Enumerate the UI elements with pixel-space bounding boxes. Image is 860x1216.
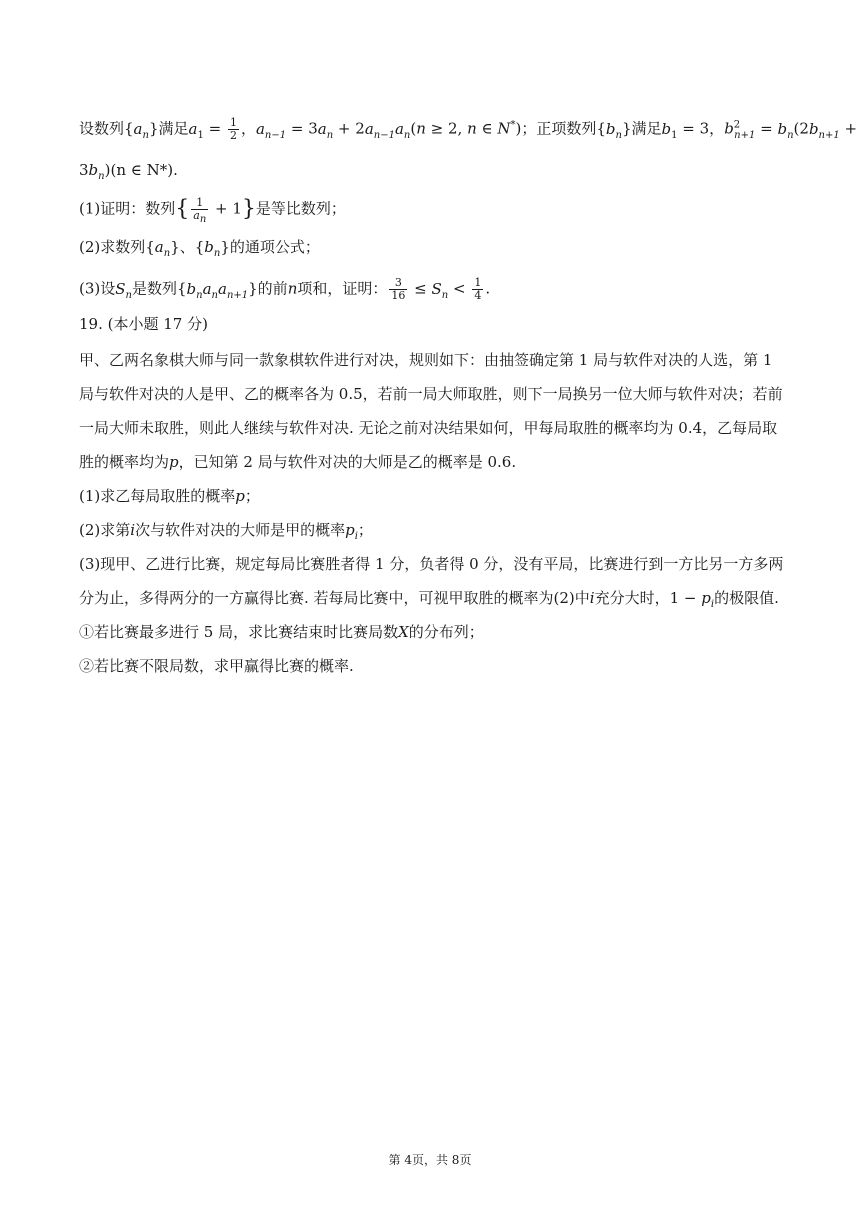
problem18-part1: (1)证明：数列{ $\frac{1}{a_n}$ + 1}是等比数列；	[79, 196, 346, 226]
problem19-header: 19. (本小题 17 分)	[79, 315, 208, 333]
problem18-line2: $3b_n)(n$ ∈ N*).	[79, 161, 178, 182]
problem18-line1: 设数列$\{a_n\}$满足$a_1$ = $\frac{1}{2}$ ，$a_{n-1} = 3a_n + 2a_{n-1}a_n(n \ge 2$, n ∈ N*)；正项数列$\{b_n\}$满足$b_1 = 3$，$b^2_{n+1} = b_n(2b_{n+1}$ +	[79, 116, 858, 142]
problem19-question3-part1: ①若比赛最多进行 5 局，求比赛结束时比赛局数X的分布列；	[79, 623, 484, 641]
problem19-text-line2: 局与软件对决的人是甲、乙的概率各为 0.5，若前一局大师取胜，则下一局换另一位大师与软件对决；若前	[79, 385, 783, 403]
problem18-part3: (3)设$S_n$是数列$\{b_na_na_{n+1}\}$的前n项和，证明： $\frac{3}{16}$ ≤ $S_n$ < $\frac{1}{4}$ .	[79, 276, 491, 302]
problem19-text-line1: 甲、乙两名象棋大师与同一款象棋软件进行对决，规则如下：由抽签确定第 1 局与软件对决的人选，第 1	[79, 351, 773, 369]
problem19-question3-line1: (3)现甲、乙进行比赛，规定每局比赛胜者得 1 分，负者得 0 分，没有平局，比赛进行到一方比另一方多两	[79, 555, 784, 573]
problem19-text-line3: 一局大师未取胜，则此人继续与软件对决. 无论之前对决结果如何，甲每局取胜的概率均为 0.4，乙每局取	[79, 419, 778, 437]
problem19-question3-line2: 分为止，多得两分的一方赢得比赛. 若每局比赛中，可视甲取胜的概率为(2)中i充分大时，$1 - p_i$的极限值.	[79, 589, 779, 610]
problem18-part2: (2)求数列$\{a_n\}$、$\{b_n\}$的通项公式；	[79, 238, 320, 259]
problem19-question3-part2: ②若比赛不限局数，求甲赢得比赛的概率.	[79, 657, 354, 675]
problem19-text-line4: 胜的概率均为p，已知第 2 局与软件对决的大师是乙的概率是 0.6.	[79, 453, 517, 471]
problem19-question2: (2)求第i次与软件对决的大师是甲的概率$p_i$；	[79, 521, 373, 542]
page-footer: 第 4页，共 8页	[388, 1153, 472, 1167]
problem19-question1: (1)求乙每局取胜的概率p；	[79, 487, 260, 505]
